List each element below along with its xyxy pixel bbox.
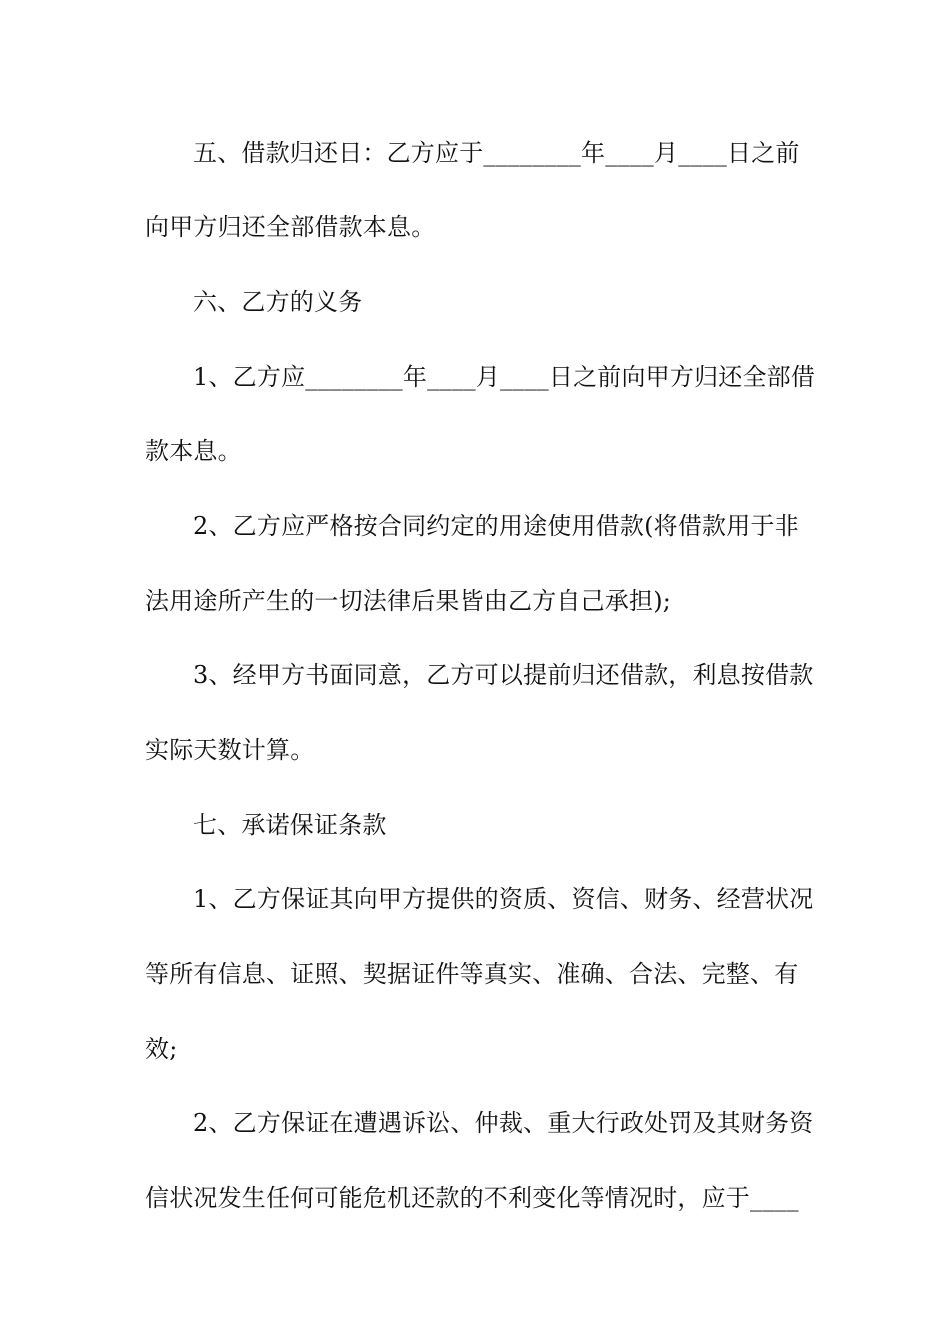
clause-5-line-1: 五、借款归还日：乙方应于________年____月____日之前 <box>193 139 800 167</box>
clause-6-1-line-1: 1、乙方应________年____月____日之前向甲方归还全部借 <box>193 363 816 391</box>
section-6-heading: 六、乙方的义务 <box>193 288 363 316</box>
clause-7-1-line-3: 效; <box>145 1035 178 1063</box>
section-7-heading: 七、承诺保证条款 <box>193 811 387 839</box>
clause-6-2-line-2: 法用途所产生的一切法律后果皆由乙方自己承担); <box>145 587 672 615</box>
clause-6-2-line-1: 2、乙方应严格按合同约定的用途使用借款(将借款用于非 <box>193 512 799 540</box>
clause-5-line-2: 向甲方归还全部借款本息。 <box>145 213 436 241</box>
clause-7-1-line-1: 1、乙方保证其向甲方提供的资质、资信、财务、经营状况 <box>193 885 814 913</box>
clause-6-3-line-1: 3、经甲方书面同意，乙方可以提前归还借款，利息按借款 <box>193 661 814 689</box>
clause-7-2-line-2: 信状况发生任何可能危机还款的不利变化等情况时，应于____ <box>145 1184 799 1212</box>
clause-6-3-line-2: 实际天数计算。 <box>145 736 315 764</box>
clause-6-1-line-2: 款本息。 <box>145 437 242 465</box>
clause-7-1-line-2: 等所有信息、证照、契据证件等真实、准确、合法、完整、有 <box>145 960 799 988</box>
clause-7-2-line-1: 2、乙方保证在遭遇诉讼、仲裁、重大行政处罚及其财务资 <box>193 1109 814 1137</box>
